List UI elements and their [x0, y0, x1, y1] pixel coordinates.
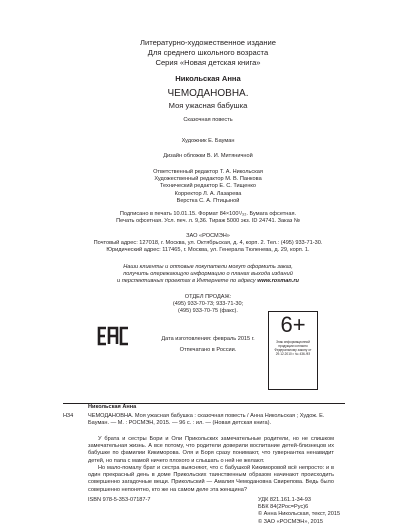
annotation-p1: У брата и сестры Бори и Оли Прикольских замечательные родители, но не слишком замечательная жизнь. А все потому, что родители доверили воспитание детей-близнецов их бабушке по фамилии Кикиморова. Оля и Боря сразу понимают, что гувернантка ненавидит детей, но папа с мамой ничего плохого и слышать о ней не желают. — [88, 436, 334, 464]
editor-line: Технический редактор Е. С. Тищенко — [159, 183, 257, 190]
legal-address: Юридический адрес: 117465, г. Москва, ул. Генерала Тюленева, д. 29, корп. 1. — [106, 247, 310, 254]
publisher-info — [0, 233, 416, 255]
series-info — [0, 38, 416, 69]
cover-credit: Дизайн обложки В. И. Митяничной — [163, 153, 253, 159]
book-subtitle: Моя ужасная бабушка — [168, 101, 248, 111]
sales-dept — [0, 294, 416, 316]
order-notice — [0, 264, 416, 286]
book-genre: Сказочная повесть — [183, 117, 233, 124]
manufacture-info — [0, 336, 416, 354]
title-block — [0, 74, 416, 125]
sales-fax: (495) 933-70-75 (факс). — [178, 308, 238, 315]
copyright-publisher: © ЗАО «РОСМЭН», 2015 — [258, 518, 323, 525]
printed-country: Отпечатано в России. — [179, 347, 237, 354]
age-rating: 6+ — [280, 312, 306, 337]
editor-line: Корректор Л. А. Лазарева — [174, 190, 242, 197]
notice-line: и перспективных проектах в Интернете по адресу www.rosman.ru — [117, 278, 299, 285]
series-name: Серия «Новая детская книга» — [155, 58, 261, 68]
sales-head: ОТДЕЛ ПРОДАЖ: — [184, 294, 232, 300]
book-title: ЧЕМОДАНОВНА. — [167, 88, 249, 100]
print-line: Печать офсетная. Усл. печ. л. 9,36. Тираж 5000 экз. ID 24741. Заказ № — [116, 218, 300, 225]
copyright-author: © Анна Никольская, текст, 2015 — [258, 511, 341, 518]
artist-credit: Художник Е. Бауман — [181, 138, 235, 144]
catalog-entry: ЧЕМОДАНОВНА. Моя ужасная бабушка : сказочная повесть / Анна Никольская ; Худож. Е. Бауман. — М. : РОСМЭН, 2015. — 96 с. : ил. — (Новая детская книга). — [88, 413, 325, 427]
annotation-p2: Но мало-помалу брат и сестра выясняют, что с бабушкой Кикиморовой всё непросто: и в один прекрасный день в доме Прикольских таинственным образом начинают происходить совершенно загадочные вещи. Прикольский — Амалия Чемодановна Свирепова. Ведь было совершенно непонятно, кто же на самом деле эта женщина? — [88, 465, 334, 493]
manufacture-date: Дата изготовления: февраль 2015 г. — [161, 336, 255, 342]
notice-line: Наши клиенты и оптовые покупатели могут оформить заказ, — [123, 264, 293, 270]
udk-code: УДК 821.161.1-34-93 — [258, 497, 311, 503]
isbn: ISBN 978-5-353-07187-7 — [88, 497, 151, 503]
postal-address: Почтовый адрес: 127018, г. Москва, ул. Октябрьская, д. 4, корп. 2. Тел.: (495) 933-71-30. — [93, 240, 323, 247]
classification — [258, 497, 378, 526]
print-line: Подписано в печать 10.01.15. Формат 84×100¹/₃₂. Бумага офсетная. — [119, 211, 297, 217]
age-caption: Знак информационной продукции согласно Федеральному закону от 29.12.2010 г. № 436-ФЗ — [274, 340, 312, 356]
age-group: Для среднего школьного возраста — [147, 48, 269, 58]
bbk-code: ББК 84(2Рос=Рус)6 — [258, 504, 309, 511]
notice-line: получить опережающую информацию о планах выхода изданий — [123, 271, 293, 278]
edition-type: Литературно-художественное издание — [139, 38, 277, 47]
sales-phone: (495) 933-70-73; 933-71-30; — [172, 301, 244, 308]
author-name: Никольская Анна — [175, 74, 241, 83]
editor-line: Художественный редактор М. В. Панкова — [154, 176, 262, 183]
editor-line: Ответственный редактор Т. А. Никольская — [153, 169, 263, 175]
website-link[interactable]: www.rosman.ru — [257, 278, 299, 285]
editor-credits — [0, 169, 416, 205]
publisher-name: ЗАО «РОСМЭН» — [186, 233, 230, 239]
age-rating-badge — [268, 311, 318, 390]
catalog-code: Н34 — [63, 413, 74, 419]
catalog-author: Никольская Анна — [88, 404, 137, 410]
editor-line: Верстка С. А. Птицыной — [176, 197, 240, 204]
print-info — [0, 211, 416, 225]
